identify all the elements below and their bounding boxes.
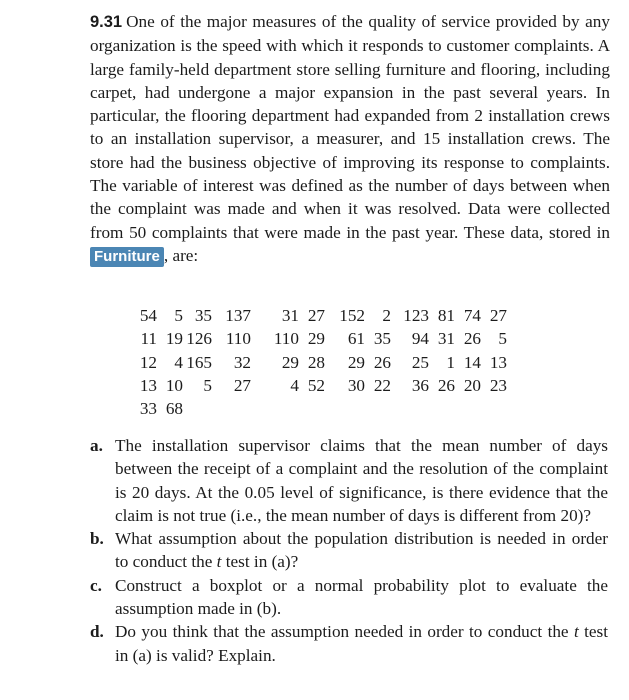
data-cell: 68 [165,399,183,419]
data-cell: 4 [174,352,183,372]
data-cell: 10 [165,375,183,395]
question-item-d [90,620,608,667]
data-cell: 25 [411,352,429,372]
data-cell [481,397,507,420]
data-cell: 110 [273,329,299,349]
data-cell: 126 [186,329,212,349]
question-item-b [90,527,608,574]
question-text: Construct a boxplot or a normal probability plot to evaluate the assumption made in (b). [115,575,608,619]
t-symbol: t [573,622,579,642]
data-cell: 19 [165,329,183,349]
problem-statement [90,10,610,267]
data-cell: 36 [411,375,429,395]
data-cell: 23 [489,375,507,395]
question-item-a [90,434,608,527]
question-letter: d. [90,622,104,642]
data-cell: 35 [373,329,391,349]
question-text: What assumption about the population distribution is needed in order to conduct the t test in (a)? [115,529,608,572]
question-letter: b. [90,529,104,549]
data-cell: 2 [382,306,391,325]
question-item-c [90,574,608,621]
data-cell: 74 [463,306,481,325]
data-row [137,374,507,397]
data-cell [429,397,455,420]
data-cell: 31 [281,306,299,325]
problem-text-tail: , are: [163,245,199,265]
question-letter: c. [90,575,102,595]
data-row [137,327,507,350]
data-cell: 27 [307,306,325,325]
data-cell [212,397,251,420]
data-cell: 31 [437,329,455,349]
data-cell: 28 [307,352,325,372]
data-cell: 5 [498,329,507,349]
question-letter: a. [90,436,103,455]
data-cell [299,397,325,420]
data-cell [183,397,212,420]
data-cell: 52 [307,375,325,395]
data-cell: 29 [307,329,325,349]
data-cell: 11 [140,329,157,349]
data-cell: 165 [186,352,212,372]
data-cell: 1 [446,352,455,372]
data-cell: 5 [174,306,183,325]
data-cell: 26 [437,375,455,395]
data-row [137,397,507,420]
data-cell [325,397,365,420]
data-cell: 94 [411,329,429,349]
data-cell: 5 [203,375,212,395]
data-cell: 13 [139,375,157,395]
data-cell: 26 [463,329,481,349]
data-cell: 27 [489,306,507,325]
data-cell [251,397,299,420]
data-cell: 29 [347,352,365,372]
dataset-badge[interactable]: Furniture [90,247,164,267]
question-text: The installation supervisor claims that the mean number of days between the receipt of a complaint and the resolution of the complaint is 20 days. At the 0.05 level of significance, is there evidence that the claim is not true (i.e., the mean number of days is different from 20)? [115,436,608,525]
data-cell: 81 [437,306,455,325]
question-text: Do you think that the assumption needed in order to conduct the t test in (a) is valid? Explain. [115,622,608,665]
data-cell: 27 [233,375,251,395]
data-cell: 152 [339,306,365,325]
data-row [137,304,507,327]
data-row [137,351,507,374]
data-cell: 35 [194,306,212,325]
question-list [90,434,608,667]
data-cell: 13 [489,352,507,372]
problem-number: 9.31 [90,13,123,31]
data-cell: 29 [281,352,299,372]
data-table [137,304,507,420]
data-cell: 123 [403,306,429,325]
problem-text-body: One of the major measures of the quality of service provided by any organization is the speed with which it responds to customer complaints. A large family-held department store selling furniture and flooring, including carpet, had undergone a major expansion in the past several years. In particular, the flooring department had expanded from 2 installation crews to an installation supervisor, a measurer, and 15 installation crews. The store had the business objective of improving its response to complaints. The variable of interest was defined as the number of days between when the complaint was made and when it was resolved. Data were collected from 50 complaints that were made in the past year. These data, stored in [90,12,610,242]
data-cell: 32 [233,352,251,372]
data-cell: 4 [290,375,299,395]
data-cell: 33 [139,399,157,419]
data-cell: 20 [463,375,481,395]
data-cell: 12 [139,352,157,372]
data-cell: 61 [347,329,365,349]
data-cell: 22 [373,375,391,395]
data-cell [365,397,391,420]
data-cell: 110 [225,329,251,349]
t-symbol: t [216,552,222,572]
data-cell: 54 [139,306,157,325]
data-cell: 14 [463,352,481,372]
data-cell: 137 [225,306,251,325]
data-cell: 26 [373,352,391,372]
data-cell [455,397,481,420]
data-cell [391,397,429,420]
data-cell: 30 [347,375,365,395]
